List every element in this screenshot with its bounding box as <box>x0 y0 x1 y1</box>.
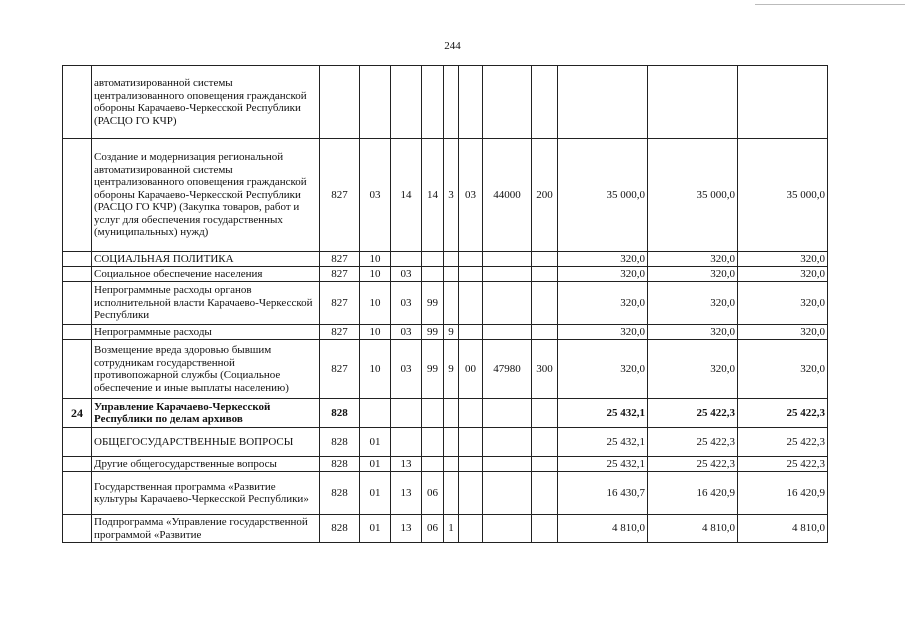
cell-section-code: 10 <box>360 282 391 325</box>
cell-activity-code <box>459 457 483 472</box>
cell-direction-code <box>483 399 532 428</box>
cell-amount-year-1: 25 432,1 <box>558 457 648 472</box>
cell-ministry-code: 827 <box>320 340 360 399</box>
row-name: СОЦИАЛЬНАЯ ПОЛИТИКА <box>92 252 320 267</box>
row-index <box>63 325 92 340</box>
cell-section-code <box>360 66 391 139</box>
cell-section-code: 10 <box>360 340 391 399</box>
cell-section-code: 01 <box>360 428 391 457</box>
cell-direction-code <box>483 472 532 515</box>
cell-subprogram-code <box>444 457 459 472</box>
cell-expense-type-code <box>532 515 558 543</box>
cell-expense-type-code <box>532 399 558 428</box>
cell-subsection-code <box>391 252 422 267</box>
cell-activity-code: 03 <box>459 139 483 252</box>
cell-subprogram-code <box>444 66 459 139</box>
cell-expense-type-code <box>532 66 558 139</box>
cell-activity-code <box>459 282 483 325</box>
cell-direction-code <box>483 428 532 457</box>
cell-program-code <box>422 457 444 472</box>
cell-expense-type-code <box>532 282 558 325</box>
cell-amount-year-2: 25 422,3 <box>648 457 738 472</box>
cell-section-code: 10 <box>360 252 391 267</box>
cell-activity-code <box>459 252 483 267</box>
cell-amount-year-2: 25 422,3 <box>648 428 738 457</box>
top-edge-line <box>755 4 905 5</box>
cell-section-code <box>360 399 391 428</box>
cell-subprogram-code: 3 <box>444 139 459 252</box>
cell-amount-year-1: 320,0 <box>558 282 648 325</box>
cell-section-code: 10 <box>360 267 391 282</box>
cell-amount-year-1: 320,0 <box>558 340 648 399</box>
cell-activity-code: 00 <box>459 340 483 399</box>
cell-expense-type-code: 300 <box>532 340 558 399</box>
cell-subsection-code <box>391 399 422 428</box>
cell-subprogram-code <box>444 282 459 325</box>
cell-subprogram-code <box>444 252 459 267</box>
cell-amount-year-1: 320,0 <box>558 325 648 340</box>
cell-ministry-code: 827 <box>320 267 360 282</box>
cell-program-code <box>422 252 444 267</box>
cell-section-code: 10 <box>360 325 391 340</box>
cell-ministry-code: 828 <box>320 457 360 472</box>
table-row <box>63 66 828 139</box>
cell-amount-year-2: 16 420,9 <box>648 472 738 515</box>
cell-expense-type-code <box>532 252 558 267</box>
row-name: Управление Карачаево-Черкесской Республики по делам архивов <box>92 399 320 428</box>
row-name: автоматизированной системы централизованного оповещения гражданской обороны Карачаево-Черкесской Республики (РАСЦО ГО КЧР) <box>92 66 320 139</box>
cell-activity-code <box>459 325 483 340</box>
cell-subprogram-code: 9 <box>444 340 459 399</box>
cell-ministry-code: 827 <box>320 282 360 325</box>
table-row <box>63 340 828 399</box>
cell-amount-year-3: 320,0 <box>738 282 828 325</box>
row-name: Другие общегосударственные вопросы <box>92 457 320 472</box>
row-name: Непрограммные расходы органов исполнительной власти Карачаево-Черкесской Республики <box>92 282 320 325</box>
cell-subprogram-code: 1 <box>444 515 459 543</box>
cell-activity-code <box>459 515 483 543</box>
cell-amount-year-3: 25 422,3 <box>738 457 828 472</box>
cell-amount-year-1: 320,0 <box>558 267 648 282</box>
cell-subsection-code: 03 <box>391 325 422 340</box>
cell-program-code: 99 <box>422 340 444 399</box>
cell-expense-type-code <box>532 428 558 457</box>
row-name: Создание и модернизация региональной автоматизированной системы централизованного оповещения гражданской обороны Карачаево-Черкесской Республики (РАСЦО ГО КЧР) (Закупка товаров, работ и услуг для обеспечения государственных (муниципальных) нужд) <box>92 139 320 252</box>
cell-program-code <box>422 428 444 457</box>
cell-amount-year-3: 16 420,9 <box>738 472 828 515</box>
cell-amount-year-3: 25 422,3 <box>738 399 828 428</box>
cell-amount-year-1: 320,0 <box>558 252 648 267</box>
cell-amount-year-1: 4 810,0 <box>558 515 648 543</box>
cell-direction-code <box>483 457 532 472</box>
cell-activity-code <box>459 267 483 282</box>
page-number: 244 <box>444 40 461 52</box>
table-row <box>63 399 828 428</box>
cell-subprogram-code: 9 <box>444 325 459 340</box>
table-row <box>63 252 828 267</box>
cell-amount-year-2: 320,0 <box>648 340 738 399</box>
table-row <box>63 457 828 472</box>
cell-ministry-code: 828 <box>320 472 360 515</box>
cell-program-code: 06 <box>422 472 444 515</box>
row-index <box>63 66 92 139</box>
table-row <box>63 515 828 543</box>
cell-amount-year-2: 35 000,0 <box>648 139 738 252</box>
cell-amount-year-1: 25 432,1 <box>558 428 648 457</box>
cell-amount-year-2: 320,0 <box>648 252 738 267</box>
cell-amount-year-3: 320,0 <box>738 325 828 340</box>
row-index <box>63 340 92 399</box>
row-index <box>63 252 92 267</box>
row-name: Социальное обеспечение населения <box>92 267 320 282</box>
cell-section-code: 01 <box>360 515 391 543</box>
cell-direction-code <box>483 66 532 139</box>
cell-program-code <box>422 66 444 139</box>
row-name: Непрограммные расходы <box>92 325 320 340</box>
cell-subprogram-code <box>444 267 459 282</box>
cell-activity-code <box>459 472 483 515</box>
cell-amount-year-3: 320,0 <box>738 252 828 267</box>
cell-direction-code <box>483 282 532 325</box>
cell-amount-year-1 <box>558 66 648 139</box>
table-row <box>63 282 828 325</box>
cell-subsection-code <box>391 428 422 457</box>
budget-table <box>62 65 828 543</box>
cell-ministry-code: 828 <box>320 399 360 428</box>
cell-direction-code <box>483 515 532 543</box>
cell-ministry-code: 827 <box>320 325 360 340</box>
table-body <box>63 66 828 543</box>
cell-ministry-code: 828 <box>320 515 360 543</box>
row-index <box>63 267 92 282</box>
cell-amount-year-2: 320,0 <box>648 267 738 282</box>
cell-subsection-code: 03 <box>391 282 422 325</box>
cell-program-code: 99 <box>422 282 444 325</box>
table-row <box>63 325 828 340</box>
cell-program-code: 14 <box>422 139 444 252</box>
table-row <box>63 139 828 252</box>
cell-activity-code <box>459 428 483 457</box>
cell-subprogram-code <box>444 428 459 457</box>
cell-amount-year-1: 35 000,0 <box>558 139 648 252</box>
cell-amount-year-3 <box>738 66 828 139</box>
cell-expense-type-code <box>532 267 558 282</box>
cell-section-code: 03 <box>360 139 391 252</box>
table-row <box>63 472 828 515</box>
cell-direction-code: 47980 <box>483 340 532 399</box>
cell-section-code: 01 <box>360 472 391 515</box>
cell-amount-year-2: 320,0 <box>648 282 738 325</box>
cell-expense-type-code: 200 <box>532 139 558 252</box>
cell-subsection-code: 03 <box>391 267 422 282</box>
cell-subprogram-code <box>444 399 459 428</box>
row-index <box>63 139 92 252</box>
cell-amount-year-3: 25 422,3 <box>738 428 828 457</box>
row-index <box>63 472 92 515</box>
cell-direction-code: 44000 <box>483 139 532 252</box>
cell-amount-year-3: 320,0 <box>738 267 828 282</box>
row-name: Государственная программа «Развитие культуры Карачаево-Черкесской Республики» <box>92 472 320 515</box>
cell-amount-year-2: 4 810,0 <box>648 515 738 543</box>
row-name: Подпрограмма «Управление государственной программой «Развитие <box>92 515 320 543</box>
cell-program-code <box>422 267 444 282</box>
cell-section-code: 01 <box>360 457 391 472</box>
row-index <box>63 457 92 472</box>
cell-ministry-code <box>320 66 360 139</box>
cell-subsection-code: 13 <box>391 472 422 515</box>
cell-program-code: 06 <box>422 515 444 543</box>
row-index: 24 <box>63 399 92 428</box>
cell-amount-year-3: 320,0 <box>738 340 828 399</box>
row-index <box>63 428 92 457</box>
cell-expense-type-code <box>532 472 558 515</box>
cell-amount-year-2: 25 422,3 <box>648 399 738 428</box>
cell-amount-year-2 <box>648 66 738 139</box>
cell-activity-code <box>459 66 483 139</box>
row-index <box>63 282 92 325</box>
cell-direction-code <box>483 267 532 282</box>
cell-subsection-code: 13 <box>391 515 422 543</box>
row-index <box>63 515 92 543</box>
cell-subsection-code <box>391 66 422 139</box>
cell-amount-year-2: 320,0 <box>648 325 738 340</box>
cell-direction-code <box>483 252 532 267</box>
cell-program-code <box>422 399 444 428</box>
cell-expense-type-code <box>532 457 558 472</box>
cell-amount-year-1: 16 430,7 <box>558 472 648 515</box>
cell-activity-code <box>459 399 483 428</box>
cell-subsection-code: 14 <box>391 139 422 252</box>
cell-direction-code <box>483 325 532 340</box>
cell-amount-year-3: 35 000,0 <box>738 139 828 252</box>
cell-amount-year-1: 25 432,1 <box>558 399 648 428</box>
cell-subsection-code: 13 <box>391 457 422 472</box>
cell-ministry-code: 827 <box>320 139 360 252</box>
cell-amount-year-3: 4 810,0 <box>738 515 828 543</box>
row-name: ОБЩЕГОСУДАРСТВЕННЫЕ ВОПРОСЫ <box>92 428 320 457</box>
row-name: Возмещение вреда здоровью бывшим сотрудникам государственной противопожарной службы (Социальное обеспечение и иные выплаты населению) <box>92 340 320 399</box>
table-row <box>63 428 828 457</box>
cell-subsection-code: 03 <box>391 340 422 399</box>
cell-ministry-code: 828 <box>320 428 360 457</box>
cell-expense-type-code <box>532 325 558 340</box>
table-row <box>63 267 828 282</box>
cell-subprogram-code <box>444 472 459 515</box>
cell-ministry-code: 827 <box>320 252 360 267</box>
cell-program-code: 99 <box>422 325 444 340</box>
